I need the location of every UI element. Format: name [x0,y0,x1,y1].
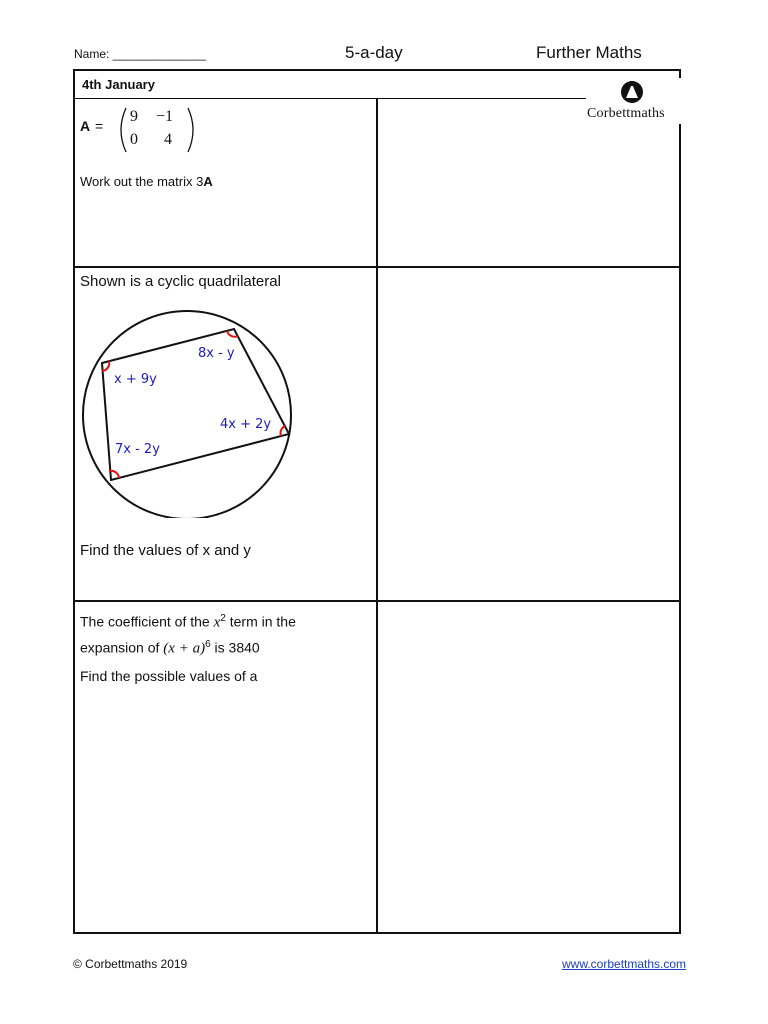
matrix-a [118,106,196,154]
worksheet-title: 5-a-day [345,43,403,62]
question-1-text: Work out the matrix 3A [80,174,213,189]
question-2-instruction: Find the values of x and y [80,542,251,559]
angle-label-bottom: 7x - 2y [115,442,160,457]
angle-label-left: x + 9y [114,372,157,387]
matrix-variable: A [80,118,91,134]
question-2-title: Shown is a cyclic quadrilateral [80,273,281,290]
question-3-line-1: The coefficient of the $x^2$ term in the [80,613,296,631]
equals-sign: = [95,118,104,134]
question-3-text [80,608,296,659]
copyright-text: © Corbettmaths 2019 [73,957,188,971]
question-3-line-2: expansion of $(x + a)^6$ is 3840 [80,638,260,657]
name-field-label: Name: ______________ [74,47,207,61]
angle-label-right: 4x + 2y [220,417,272,432]
column-divider [376,99,378,934]
quadrilateral [102,329,289,480]
angle-label-top: 8x - y [198,346,235,361]
matrix-cell-12: −1 [156,108,174,125]
date-label: 4th January [82,77,155,92]
cyclic-quadrilateral-diagram [78,308,298,518]
matrix-cell-21: 0 [130,131,138,148]
row-divider-1 [75,266,679,268]
website-link[interactable]: www.corbettmaths.com [562,957,687,971]
logo-text: Corbettmaths [587,106,665,121]
subject-title: Further Maths [536,43,642,62]
matrix-cell-22: 4 [164,131,172,148]
row-divider-2 [75,600,679,602]
matrix-cell-11: 9 [130,108,138,125]
question-3-instruction: Find the possible values of a [80,668,258,684]
